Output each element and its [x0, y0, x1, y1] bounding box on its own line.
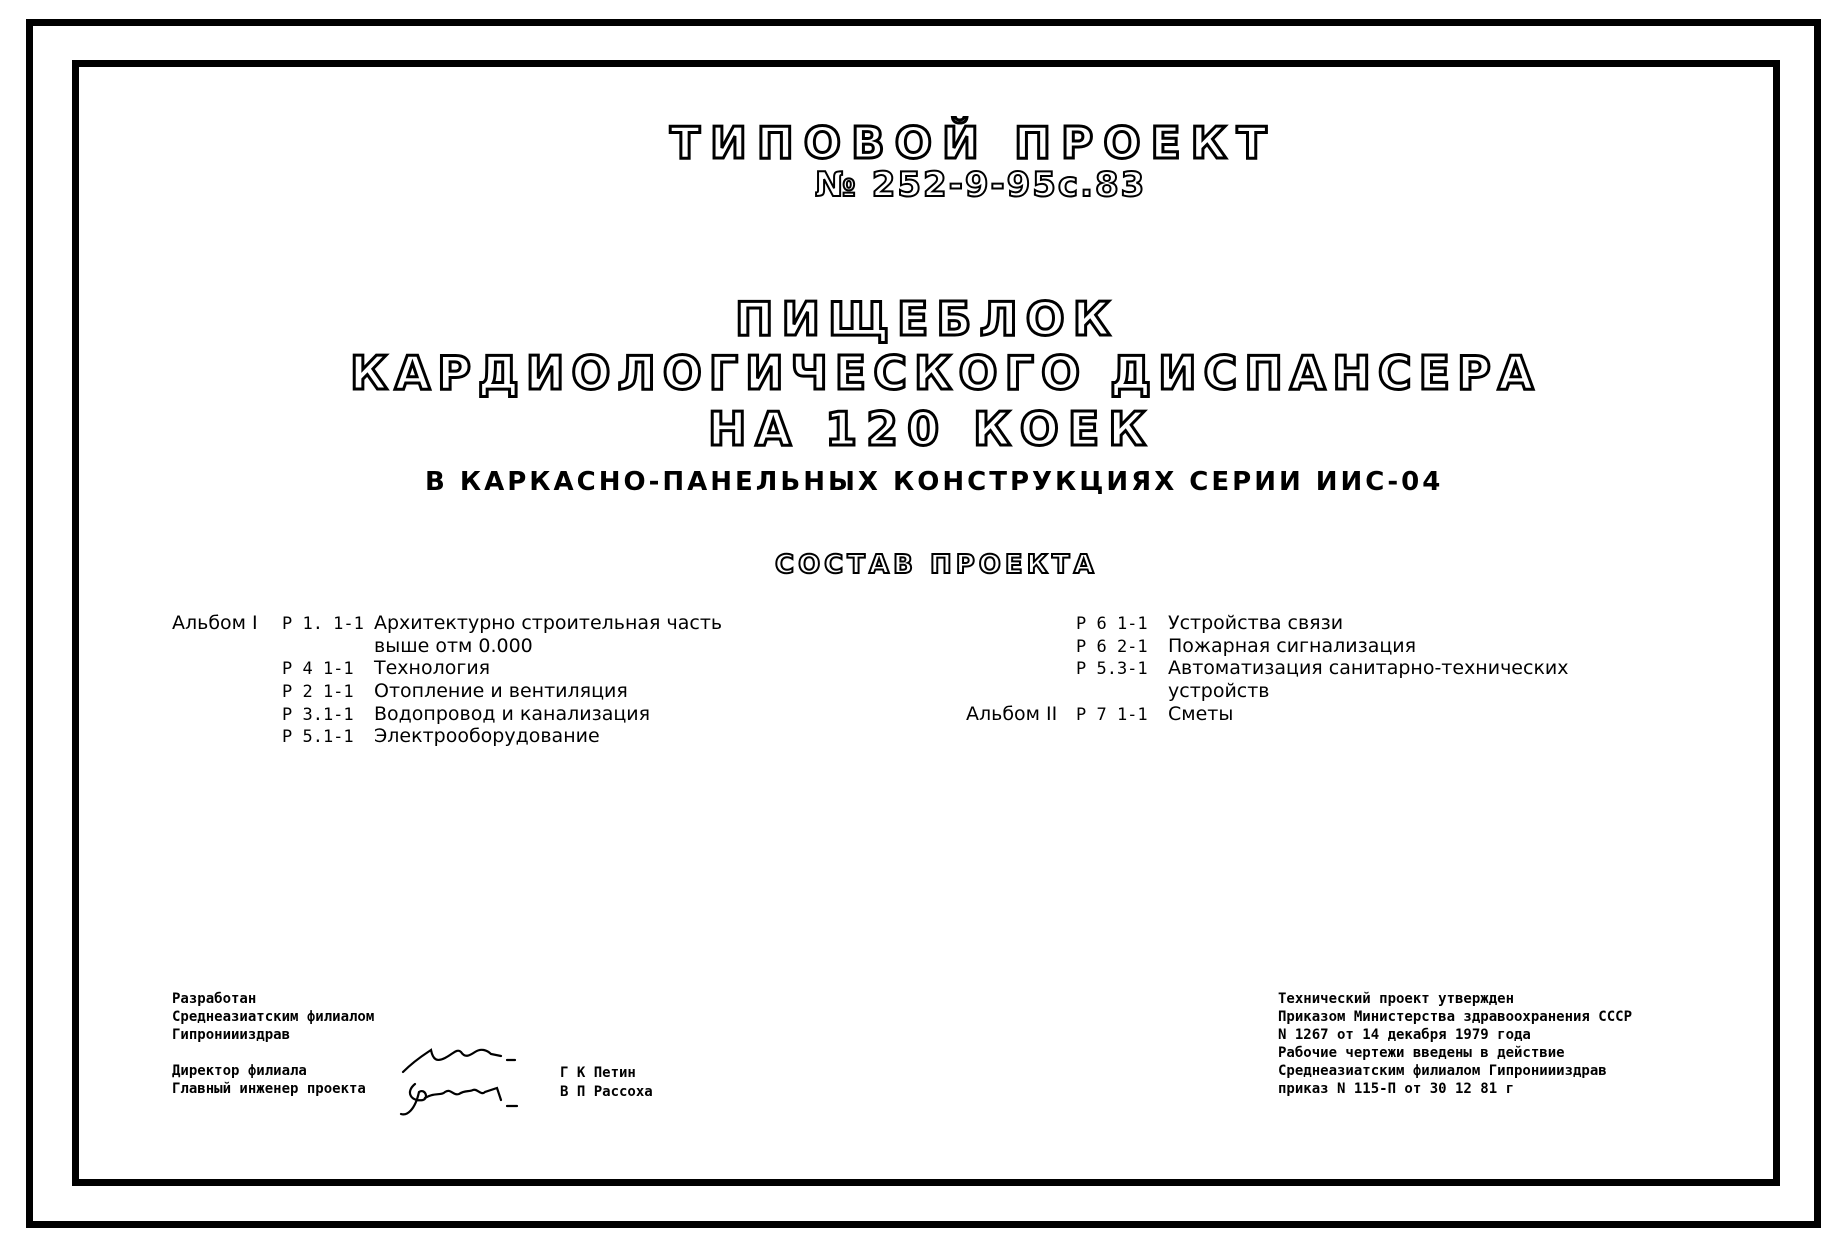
developer-block	[172, 990, 374, 1044]
approval-line: приказ N 115-П от 30 12 81 г	[1278, 1081, 1515, 1097]
director-signature	[403, 1050, 515, 1072]
composition-left-row	[172, 680, 628, 702]
approval-line: Технический проект утвержден	[1278, 991, 1515, 1007]
section-title: Устройства связи	[1168, 612, 1344, 634]
composition-right-row	[966, 703, 1233, 725]
approval-block	[1278, 990, 1632, 1098]
developer-line: Разработан	[172, 991, 257, 1007]
composition-left-row	[172, 635, 533, 657]
composition-right-row	[966, 612, 1343, 634]
section-code: Р 2 1-1	[282, 682, 354, 702]
composition-left-row	[172, 657, 490, 679]
project-type: ТИПОВОЙ ПРОЕКТ	[670, 118, 1277, 169]
section-title: Водопровод и канализация	[374, 703, 651, 725]
subtitle: В КАРКАСНО-ПАНЕЛЬНЫХ КОНСТРУКЦИЯХ СЕРИИ ИИС-04	[425, 467, 1444, 497]
composition-right-row	[966, 635, 1416, 657]
director-name: Г К Петин	[560, 1065, 636, 1081]
section-title: выше отм 0.000	[374, 635, 533, 657]
section-title: Электрооборудование	[374, 725, 600, 747]
section-code: Р 4 1-1	[282, 659, 354, 679]
director-label: Директор филиала	[172, 1063, 307, 1079]
album-label: Альбом I	[172, 612, 258, 634]
chief-engineer-signature	[401, 1084, 517, 1114]
section-code: Р 5.1-1	[282, 727, 354, 747]
chief-engineer-label: Главный инженер проекта	[172, 1081, 366, 1097]
section-title: Автоматизация санитарно-технических	[1168, 657, 1569, 679]
section-code: Р 1. 1-1	[282, 614, 364, 634]
composition-heading: СОСТАВ ПРОЕКТА	[775, 550, 1098, 580]
section-title: Пожарная сигнализация	[1168, 635, 1417, 657]
section-title: устройств	[1168, 680, 1270, 702]
chief-engineer-name: В П Рассоха	[560, 1084, 653, 1100]
section-title: Отопление и вентиляция	[374, 680, 628, 702]
developer-line: Среднеазиатским филиалом	[172, 1009, 375, 1025]
composition-left-row	[172, 703, 650, 725]
section-code: Р 6 2-1	[1076, 637, 1148, 657]
section-title: Сметы	[1168, 703, 1234, 725]
title-line-1: ПИЩЕБЛОК	[735, 292, 1119, 346]
section-code: Р 5.3-1	[1076, 659, 1148, 679]
title-line-2: КАРДИОЛОГИЧЕСКОГО ДИСПАНСЕРА	[350, 346, 1541, 400]
approval-line: Приказом Министерства здравоохранения СССР	[1278, 1009, 1633, 1025]
section-code: Р 7 1-1	[1076, 705, 1148, 725]
composition-left-row	[172, 612, 722, 634]
section-code: Р 3.1-1	[282, 705, 354, 725]
section-title: Архитектурно строительная часть	[374, 612, 723, 634]
developer-line: Гипрониииздрав	[172, 1027, 291, 1043]
approval-line: Рабочие чертежи введены в действие	[1278, 1045, 1565, 1061]
title-line-3: НА 120 КОЕК	[708, 402, 1155, 456]
approval-line: N 1267 от 14 декабря 1979 года	[1278, 1027, 1531, 1043]
section-code: Р 6 1-1	[1076, 614, 1148, 634]
project-number: № 252-9-95с.83	[815, 165, 1147, 205]
composition-right-row	[966, 657, 1569, 679]
composition-left-row	[172, 725, 600, 747]
composition-right-row	[966, 680, 1270, 702]
signatures	[395, 1040, 545, 1120]
section-title: Технология	[374, 657, 491, 679]
album-label: Альбом II	[966, 703, 1058, 725]
approval-line: Среднеазиатским филиалом Гипрониииздрав	[1278, 1063, 1607, 1079]
